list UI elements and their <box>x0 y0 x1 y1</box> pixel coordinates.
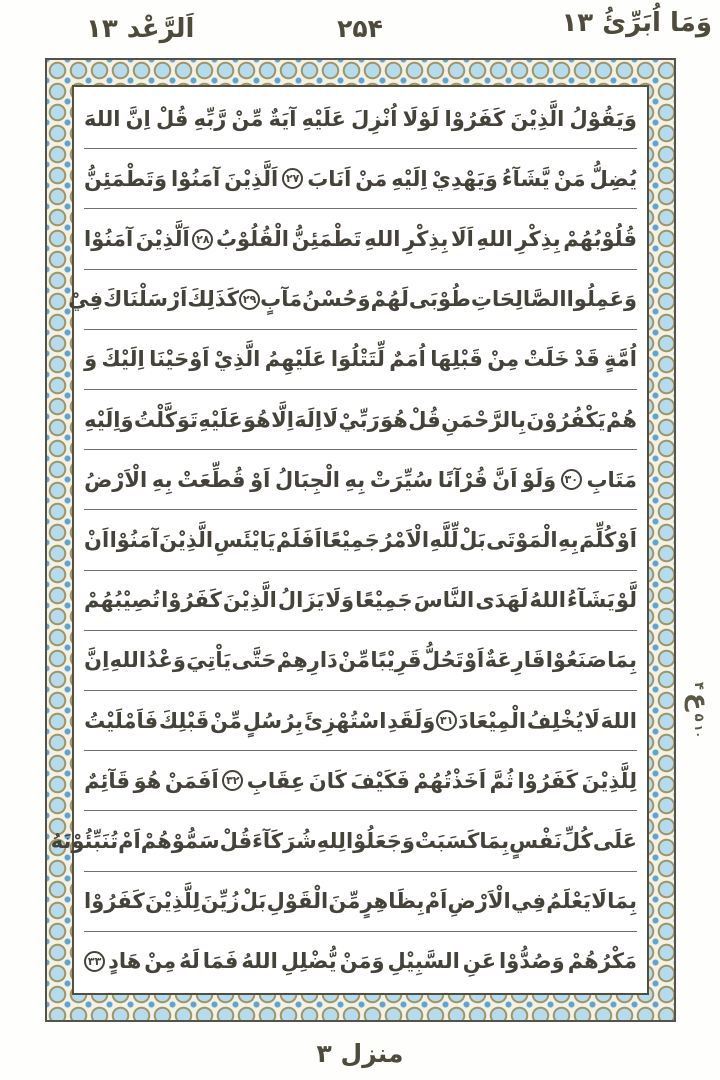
verse-word: اَوْ <box>616 528 637 553</box>
verse-word: آمَنُوْا <box>84 227 134 251</box>
verse-line <box>84 872 637 932</box>
verse-word: رَّبِّهِ <box>193 106 227 131</box>
verse-word: نَفْسٍ <box>509 829 562 854</box>
verse-word: عَنِ <box>462 949 497 974</box>
verse-word: مِّنْ <box>338 648 371 673</box>
verse-word: الْجِبَالُ <box>275 467 340 492</box>
verse-word: هُوَ <box>242 407 271 432</box>
verse-word: بِمَا <box>479 829 510 854</box>
verse-word: سُيِّرَتْ <box>369 467 434 492</box>
verse-word: اَوْحَيْنَا <box>149 347 210 372</box>
verse-word: حَتَّى <box>231 648 277 673</box>
verse-word: اِلَيْكَ <box>101 347 145 372</box>
verse-word: وَجَعَلُوْا <box>345 829 415 854</box>
verse-line <box>84 751 637 811</box>
verse-word: لَهَدَى <box>475 588 529 613</box>
verse-line <box>84 631 637 691</box>
verse-word: زُيِّنَ <box>200 889 240 914</box>
verse-word: اَنَّ <box>492 467 518 492</box>
verse-word: هُوَ <box>380 407 408 432</box>
verse-word: جَمِيْعًا <box>355 588 413 613</box>
verse-word: صَنَعُوْا <box>545 648 607 673</box>
verse-word: اَرْسَلْنَاكَ <box>103 287 188 312</box>
verse-word: لَا <box>584 708 600 733</box>
ayah-end-marker: ۲۷ <box>282 168 303 189</box>
verse-word: فَمَا <box>202 949 239 974</box>
verse-word: آيَةٌ <box>268 106 297 131</box>
verse-word: بِهِ <box>558 528 579 553</box>
verse-word: كَانَ <box>308 768 347 793</box>
verse-word: اللهِ <box>364 227 401 251</box>
verse-word: وَيَهْدِيْ <box>431 166 498 191</box>
verse-word: اسْتُهْزِئَ <box>303 708 387 733</box>
verse-word: قَبْلِهَا <box>430 347 483 372</box>
verse-word: اِلَهَ <box>294 407 323 432</box>
verse-word: لَوْلَا <box>402 106 440 131</box>
verse-word: اللهَ <box>84 106 121 131</box>
page-header <box>0 6 720 54</box>
ruku-ayat-count: ۵ <box>691 713 707 722</box>
verse-line <box>84 330 637 390</box>
verse-word: قُرْآنًا <box>437 467 488 492</box>
verse-word: عَلَى <box>592 829 637 854</box>
verse-word: عَلَيْهِ <box>301 106 346 131</box>
verse-word: وَمَنْ <box>339 949 385 974</box>
verse-word: رَبِّيْ <box>338 407 380 432</box>
verse-word: مَنْ <box>355 166 388 191</box>
verse-word: النَّاسَ <box>413 588 475 613</box>
verse-word: الَّذِيْنَ <box>159 528 214 553</box>
verse-word: وَتَطْمَئِنُّ <box>84 166 167 191</box>
verse-word: عَلَيْهِمُ <box>264 347 327 372</box>
verse-word: لَا <box>591 889 607 914</box>
verse-word: مِّنْ <box>231 106 264 131</box>
verse-word: الْاَرْضِ <box>447 889 511 914</box>
verse-word: لِلَّذِيْنَ <box>144 889 201 914</box>
verse-word: قُلْ <box>219 829 253 854</box>
verse-word: وَاِلَيْهِ <box>84 407 134 432</box>
verse-word: وَحُسْنُ <box>302 287 371 312</box>
verse-word: هَادٍ <box>108 949 142 974</box>
verse-word: مَآبٍ <box>260 287 303 312</box>
verse-word: السَّبِيْلِ <box>387 949 460 974</box>
verse-word: الْقَوْلِ <box>266 889 329 914</box>
verse-word: تَوَكَّلْتُ <box>133 407 198 432</box>
verse-word: كَفَرُوْا <box>161 588 222 613</box>
verse-word: مِنْ <box>144 949 177 974</box>
verse-word: قَرِيْبًا <box>370 648 422 673</box>
verse-line <box>84 571 637 631</box>
verse-word: لَا <box>322 407 339 432</box>
verse-word: اللهُ <box>241 949 278 974</box>
verse-word: وَعَمِلُوا <box>566 287 637 312</box>
ruku-number-in-surah: ۴ <box>691 681 707 690</box>
verse-word: الْمِيْعَادَ <box>457 708 527 733</box>
verse-word: هُمْ <box>605 407 637 432</box>
verse-word: لَهُ <box>179 949 200 974</box>
verse-word: آمَنُوْا <box>109 528 159 553</box>
verse-word: مَتَابِ <box>586 467 637 492</box>
verse-word: مَنْ <box>553 166 586 191</box>
verse-word: الَّذِيْنَ <box>222 588 277 613</box>
verse-word: بِرُسُلٍ <box>242 708 304 733</box>
verse-word: قَارِعَةٌ <box>484 648 546 673</box>
ayah-end-marker: ۳۳ <box>84 951 105 972</box>
verse-word: تُنَبِّئُوْنَهُ <box>50 829 119 854</box>
verse-lines <box>50 87 647 993</box>
verse-word: مَكْرُهُمْ <box>567 949 637 974</box>
verse-word: يَاْتِيَ <box>186 648 232 673</box>
verse-word: عِقَابِ <box>246 768 306 793</box>
verse-word: اَلَا <box>450 227 474 251</box>
verse-word: وَلَا <box>325 588 355 613</box>
verse-word: كُلِّمَ <box>579 528 617 553</box>
verse-word: بَلْ <box>459 528 486 553</box>
verse-word: وَيَقُوْلُ <box>569 106 637 131</box>
verse-word: كَفَرُوْا <box>444 106 506 131</box>
verse-word: مِّنَ <box>328 889 361 914</box>
verse-word: اِنَّ <box>125 106 151 131</box>
verse-word: بَلْ <box>239 889 267 914</box>
verse-word: اِلَّا <box>271 407 294 432</box>
verse-word: ثُمَّ <box>489 768 514 793</box>
verse-word: بِظَاهِرٍ <box>360 889 425 914</box>
verse-word: اِلَيْهِ <box>391 166 428 191</box>
ayn-icon: ع <box>684 692 715 711</box>
verse-line <box>84 450 637 510</box>
verse-word: طُوْبَى <box>408 287 471 312</box>
verse-line <box>84 510 637 570</box>
verse-word: الَّذِيْ <box>213 347 261 372</box>
verse-word: لِّتَتْلُوَا <box>330 347 385 372</box>
verse-word: بِالرَّحْمَنِ <box>441 407 526 432</box>
manzil-footer: منزل ۳ <box>316 1039 404 1068</box>
verse-word: اللهَ <box>600 708 637 733</box>
verse-word: تَطْمَئِنُّ <box>291 227 362 251</box>
verse-word: الْاَمْرُ <box>380 528 430 553</box>
verse-word: لَّوْ <box>615 588 637 613</box>
verse-word: اللهِ <box>109 648 147 673</box>
verse-word: كَفَرُوْا <box>517 768 579 793</box>
page-number: ۲۵۴ <box>337 14 383 43</box>
verse-word: اَمْ <box>118 829 141 854</box>
verse-word: الْمَوْتَى <box>486 528 558 553</box>
verse-word: اَفَمَنْ <box>164 768 219 793</box>
verse-word: مِّنْ <box>210 708 242 733</box>
verse-word: اللهِ <box>476 227 513 251</box>
verse-word: قَبْلِكَ <box>158 708 210 733</box>
verse-word: يُضِلُّ <box>589 166 637 191</box>
verse-word: اَمْ <box>424 889 448 914</box>
verse-word: الصَّالِحَاتِ <box>470 287 567 312</box>
verse-word: فَكَيْفَ <box>350 768 410 793</box>
verse-word: فِي <box>510 889 546 914</box>
ayah-end-marker: ۲۸ <box>192 229 213 250</box>
verse-word: اَوْ <box>250 467 271 492</box>
verse-word: كَفَرُوْا <box>84 889 145 914</box>
verse-word: كَسَبَتْ <box>414 829 480 854</box>
verse-word: خَلَتْ <box>523 347 570 372</box>
verse-word: اَلَّذِيْنَ <box>224 166 279 191</box>
verse-line <box>84 390 637 450</box>
verse-word: سَمُّوْهُمْ <box>140 829 220 854</box>
ayah-end-marker: ۳۰ <box>561 469 582 490</box>
verse-word: يَزَالُ <box>277 588 325 613</box>
verse-word: جَمِيْعًا <box>322 528 380 553</box>
verse-word: مِنْ <box>487 347 520 372</box>
verse-word: يُّضْلِلِ <box>280 949 337 974</box>
verse-word: اَوْ <box>463 648 485 673</box>
verse-word: وَعْدُ <box>146 648 186 673</box>
verse-word: قَدْ <box>573 347 600 372</box>
verse-word: وَلَقَدِ <box>387 708 436 733</box>
verse-word: قُطِّعَتْ <box>177 467 246 492</box>
verse-word: اللهُ <box>529 588 566 613</box>
surah-name-label: اَلرَّعْد ۱۳ <box>86 14 195 44</box>
verse-line <box>50 811 637 871</box>
verse-line <box>84 691 637 751</box>
verse-word: اَخَذْتُهُمْ <box>413 768 487 793</box>
verse-word: الْاَرْضُ <box>84 467 148 492</box>
verse-word: دَارِهِمْ <box>276 648 338 673</box>
verse-word: لَهُمْ <box>370 287 409 312</box>
verse-word: قَآئِمٌ <box>84 768 131 793</box>
verse-word: اَلَّذِيْنَ <box>135 227 190 251</box>
verse-word: يَكْفُرُوْنَ <box>526 407 606 432</box>
verse-word: يُخْلِفُ <box>526 708 584 733</box>
ruku-margin-marker <box>676 662 720 758</box>
verse-word: وَصُدُّوْا <box>499 949 565 974</box>
verse-word: تَحُلُّ <box>421 648 464 673</box>
verse-word: اَفَلَمْ <box>275 528 322 553</box>
verse-line <box>84 209 637 269</box>
ruku-marker-content <box>684 681 715 739</box>
verse-word: يَعْلَمُ <box>546 889 591 914</box>
verse-word: قُلُوْبُهُمْ <box>563 227 637 251</box>
verse-word: الْقُلُوْبُ <box>215 227 289 251</box>
verse-word: قُلْ <box>408 407 441 432</box>
verse-word: كَذَلِكَ <box>187 287 240 312</box>
verse-line <box>84 932 637 991</box>
verse-word: بِمَا <box>607 889 637 914</box>
decorative-border-frame <box>45 58 676 1022</box>
verse-word: يَّشَآءُ <box>501 166 550 191</box>
ayah-end-marker: ۳۲ <box>222 770 243 791</box>
verse-word: يَشَآءُ <box>566 588 615 613</box>
verse-line <box>84 89 637 149</box>
verse-word: آمَنُوْا <box>171 166 221 191</box>
verse-word: لِلَّذِيْنَ <box>581 768 637 793</box>
verse-word: بِذِكْرِ <box>515 227 561 251</box>
verse-word: فِيْ <box>68 287 104 312</box>
verse-word: فَاَمْلَيْتُ <box>84 708 159 733</box>
verse-word: تُصِيْبُهُمْ <box>84 588 161 613</box>
verse-word: كُلِّ <box>561 829 593 854</box>
verse-word: يَايْئَسِ <box>213 528 276 553</box>
verse-word: وَ <box>84 347 98 372</box>
verse-word: شُرَكَآءَ <box>252 829 317 854</box>
verse-word: بِهِ <box>344 467 366 492</box>
verse-word: لِّلَّهِ <box>429 528 459 553</box>
ruku-number-in-para: ۱۰ <box>692 724 706 739</box>
verse-word: اِنَّ <box>84 648 110 673</box>
verse-word: اُمَّةٍ <box>604 347 637 372</box>
verse-word: بِذِكْرِ <box>403 227 449 251</box>
verse-word: هُوَ <box>133 768 162 793</box>
verse-word: بِهِ <box>151 467 173 492</box>
verse-word: الَّذِيْنَ <box>510 106 565 131</box>
ayah-end-marker: ۲۹ <box>239 289 260 310</box>
juz-name-label: وَمَا اُبَرِّئُ ۱۳ <box>561 8 712 38</box>
verse-word: وَلَوْ <box>522 467 557 492</box>
verse-word: بِمَا <box>607 648 637 673</box>
verse-line <box>84 149 637 209</box>
inner-frame <box>50 85 649 995</box>
verse-word: اَنْ <box>84 528 110 553</box>
verse-line <box>68 270 637 330</box>
verse-word: اُنْزِلَ <box>351 106 398 131</box>
verse-word: قُلْ <box>155 106 189 131</box>
verse-word: عَلَيْهِ <box>198 407 243 432</box>
verse-word: لِلهِ <box>316 829 346 854</box>
verse-word: اُمَمٌ <box>389 347 426 372</box>
verse-word: اَنَابَ <box>307 166 352 191</box>
ayah-end-marker: ۳۱ <box>436 710 457 731</box>
